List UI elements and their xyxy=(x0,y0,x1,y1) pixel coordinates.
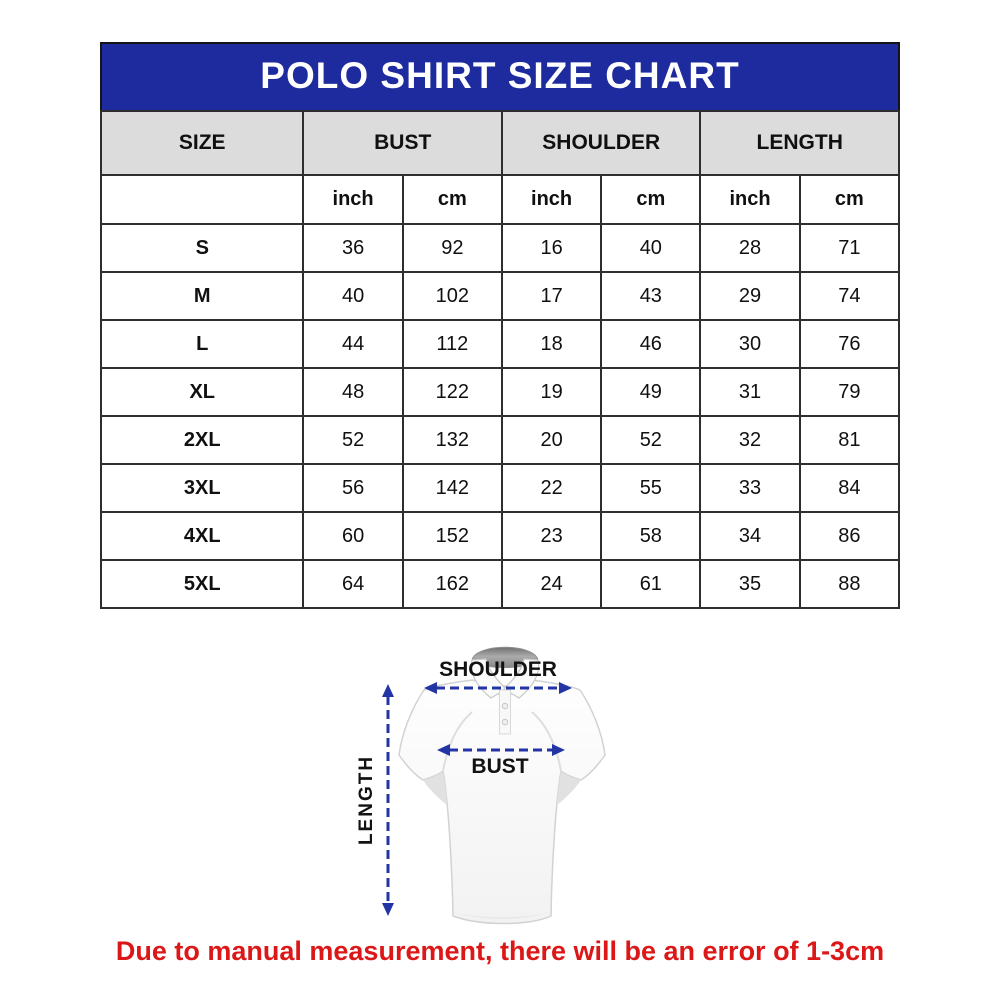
value-cell: 162 xyxy=(403,560,502,608)
value-cell: 31 xyxy=(700,368,799,416)
column-header-size: SIZE xyxy=(101,111,303,175)
value-cell: 20 xyxy=(502,416,601,464)
polo-button xyxy=(502,719,508,725)
value-cell: 86 xyxy=(800,512,899,560)
value-cell: 84 xyxy=(800,464,899,512)
value-cell: 24 xyxy=(502,560,601,608)
group-header-row xyxy=(101,111,899,175)
value-cell: 52 xyxy=(303,416,402,464)
polo-button xyxy=(502,703,508,709)
unit-header-bust-inch: inch xyxy=(303,175,402,224)
unit-header-shoulder-inch: inch xyxy=(502,175,601,224)
value-cell: 43 xyxy=(601,272,700,320)
size-chart xyxy=(100,42,900,609)
table-row-2xl xyxy=(101,416,899,464)
value-cell: 76 xyxy=(800,320,899,368)
value-cell: 74 xyxy=(800,272,899,320)
polo-shirt-illustration xyxy=(330,628,670,946)
value-cell: 44 xyxy=(303,320,402,368)
value-cell: 19 xyxy=(502,368,601,416)
length-measure-arrow-icon xyxy=(382,684,394,916)
size-table xyxy=(100,110,900,609)
value-cell: 132 xyxy=(403,416,502,464)
table-row-5xl xyxy=(101,560,899,608)
value-cell: 40 xyxy=(601,224,700,272)
table-row-xl xyxy=(101,368,899,416)
shoulder-measure-label: SHOULDER xyxy=(439,658,557,681)
value-cell: 49 xyxy=(601,368,700,416)
value-cell: 36 xyxy=(303,224,402,272)
unit-header-blank xyxy=(101,175,303,224)
value-cell: 152 xyxy=(403,512,502,560)
value-cell: 18 xyxy=(502,320,601,368)
column-header-shoulder: SHOULDER xyxy=(502,111,700,175)
value-cell: 92 xyxy=(403,224,502,272)
table-row-4xl xyxy=(101,512,899,560)
size-label: 3XL xyxy=(101,464,303,512)
table-row-l xyxy=(101,320,899,368)
value-cell: 88 xyxy=(800,560,899,608)
chart-title: POLO SHIRT SIZE CHART xyxy=(100,42,900,110)
size-label: 4XL xyxy=(101,512,303,560)
value-cell: 28 xyxy=(700,224,799,272)
size-label: 2XL xyxy=(101,416,303,464)
value-cell: 60 xyxy=(303,512,402,560)
value-cell: 61 xyxy=(601,560,700,608)
value-cell: 142 xyxy=(403,464,502,512)
size-label: 5XL xyxy=(101,560,303,608)
value-cell: 48 xyxy=(303,368,402,416)
value-cell: 56 xyxy=(303,464,402,512)
value-cell: 52 xyxy=(601,416,700,464)
length-measure-label: LENGTH xyxy=(356,754,377,846)
size-label: XL xyxy=(101,368,303,416)
column-header-length: LENGTH xyxy=(700,111,899,175)
unit-header-length-cm: cm xyxy=(800,175,899,224)
unit-header-row xyxy=(101,175,899,224)
value-cell: 102 xyxy=(403,272,502,320)
value-cell: 46 xyxy=(601,320,700,368)
value-cell: 122 xyxy=(403,368,502,416)
value-cell: 29 xyxy=(700,272,799,320)
value-cell: 112 xyxy=(403,320,502,368)
value-cell: 17 xyxy=(502,272,601,320)
bust-measure-label: BUST xyxy=(471,755,529,778)
value-cell: 33 xyxy=(700,464,799,512)
value-cell: 64 xyxy=(303,560,402,608)
table-row-m xyxy=(101,272,899,320)
value-cell: 71 xyxy=(800,224,899,272)
value-cell: 40 xyxy=(303,272,402,320)
table-row-3xl xyxy=(101,464,899,512)
value-cell: 81 xyxy=(800,416,899,464)
value-cell: 23 xyxy=(502,512,601,560)
unit-header-shoulder-cm: cm xyxy=(601,175,700,224)
value-cell: 34 xyxy=(700,512,799,560)
size-label: M xyxy=(101,272,303,320)
polo-placket xyxy=(500,690,511,734)
table-row-s xyxy=(101,224,899,272)
column-header-bust: BUST xyxy=(303,111,501,175)
value-cell: 55 xyxy=(601,464,700,512)
size-label: S xyxy=(101,224,303,272)
value-cell: 35 xyxy=(700,560,799,608)
value-cell: 30 xyxy=(700,320,799,368)
value-cell: 32 xyxy=(700,416,799,464)
unit-header-bust-cm: cm xyxy=(403,175,502,224)
value-cell: 58 xyxy=(601,512,700,560)
value-cell: 79 xyxy=(800,368,899,416)
value-cell: 22 xyxy=(502,464,601,512)
measurement-disclaimer: Due to manual measurement, there will be an error of 1-3cm xyxy=(115,936,885,966)
unit-header-length-inch: inch xyxy=(700,175,799,224)
size-label: L xyxy=(101,320,303,368)
measurement-diagram xyxy=(330,628,670,946)
value-cell: 16 xyxy=(502,224,601,272)
